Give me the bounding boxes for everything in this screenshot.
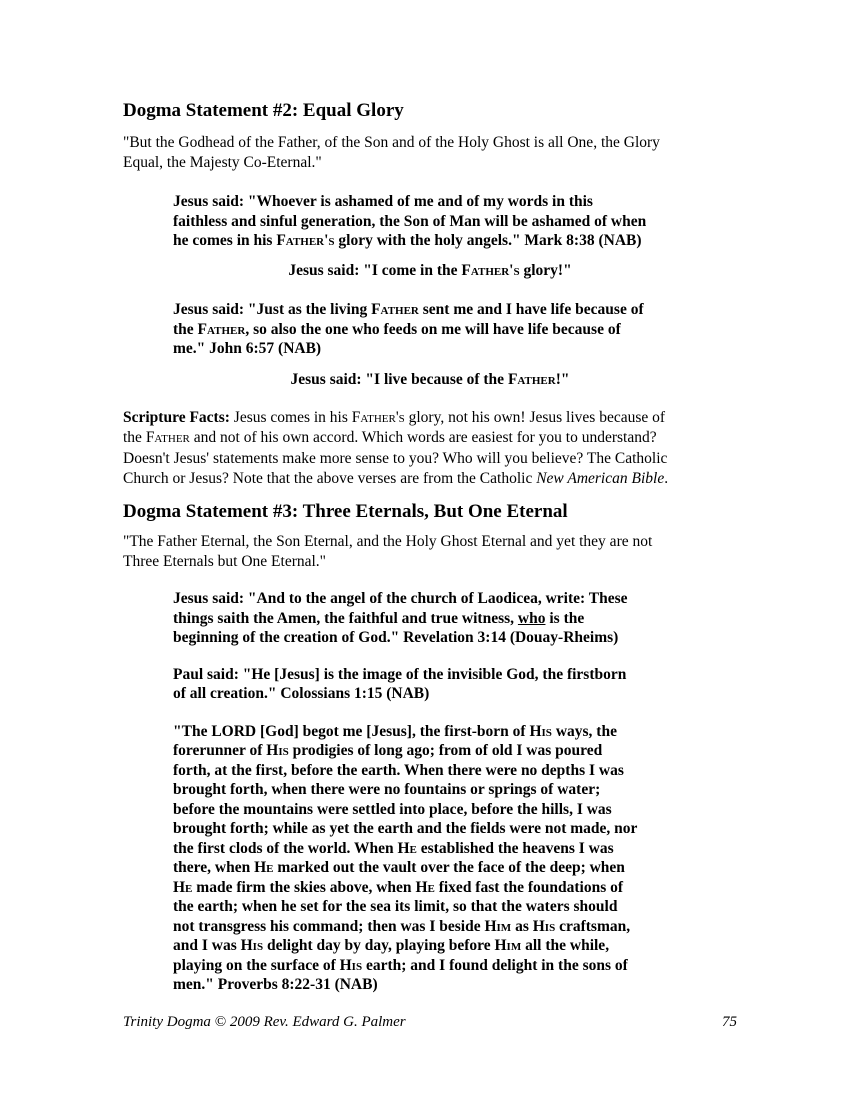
- text-line: He made firm the skies above, when He fixed fast the foundations of: [173, 878, 624, 896]
- callout-live-because-of-father: [123, 370, 737, 390]
- text-line: Scripture Facts: Jesus comes in his Father's glory, not his own! Jesus lives because of: [123, 409, 666, 426]
- heading-dogma-statement-2: Dogma Statement #2: Equal Glory: [123, 100, 404, 121]
- page-content: [123, 100, 737, 995]
- text-line: me." John 6:57 (NAB): [173, 340, 322, 357]
- text-line: Jesus said: "Whoever is ashamed of me and of my words in this: [173, 193, 593, 210]
- dogma3-intro-paragraph: [123, 532, 737, 572]
- text-line: forth, at the first, before the earth. When there were no depths I was: [173, 761, 624, 779]
- text-line: he comes in his Father's glory with the holy angels." Mark 8:38 (NAB): [173, 232, 642, 249]
- text-line: there, when He marked out the vault over the face of the deep; when: [173, 859, 625, 877]
- text-line: Equal, the Majesty Co-Eternal.": [123, 154, 322, 171]
- page-number: 75: [722, 1014, 737, 1030]
- text-line: the Father and not of his own accord. Which words are easiest for you to understand?: [123, 429, 657, 447]
- text-line: of all creation." Colossians 1:15 (NAB): [173, 685, 430, 703]
- text-line: "The Father Eternal, the Son Eternal, and the Holy Ghost Eternal and yet they are not: [123, 533, 653, 551]
- text-line: the Father, so also the one who feeds on me will have life because of: [173, 320, 621, 338]
- text-line: beginning of the creation of God." Revelation 3:14 (Douay-Rheims): [173, 629, 619, 647]
- text-line: Doesn't Jesus' statements make more sense to you? Who will you believe? The Catholic: [123, 449, 668, 467]
- text-line: before the mountains were settled into place, before the hills, I was: [173, 800, 612, 818]
- text-line: men." Proverbs 8:22-31 (NAB): [173, 976, 378, 994]
- text-line: playing on the surface of His earth; and I found delight in the sons of: [173, 956, 628, 974]
- page-footer: [123, 1013, 737, 1032]
- scripture-facts-paragraph: [123, 408, 737, 489]
- text-line: Jesus said: "I come in the Father's glory!": [288, 261, 572, 279]
- text-line: and I was His delight day by day, playing before Him all the while,: [173, 937, 610, 955]
- text-line: "The LORD [God] begot me [Jesus], the first-born of His ways, the: [173, 722, 617, 740]
- dogma2-intro-paragraph: [123, 133, 737, 173]
- quote-mark-8-38: [173, 192, 737, 251]
- text-line: things saith the Amen, the faithful and true witness, who is the: [173, 609, 585, 627]
- text-line: Paul said: "He [Jesus] is the image of the invisible God, the firstborn: [173, 665, 627, 683]
- text-line: forerunner of His prodigies of long ago; from of old I was poured: [173, 742, 603, 760]
- text-line: Three Eternals but One Eternal.": [123, 553, 327, 571]
- heading-dogma-statement-3: Dogma Statement #3: Three Eternals, But One Eternal: [123, 501, 568, 523]
- text-line: the earth; when he set for the sea its limit, so that the waters should: [173, 898, 618, 916]
- footer-citation: Trinity Dogma © 2009 Rev. Edward G. Palmer: [123, 1014, 406, 1030]
- text-line: faithless and sinful generation, the Son of Man will be ashamed of when: [173, 212, 647, 230]
- text-line: "But the Godhead of the Father, of the Son and of the Holy Ghost is all One, the Glory: [123, 134, 660, 151]
- text-line: the first clods of the world. When He established the heavens I was: [173, 839, 614, 857]
- quote-john-6-57: [173, 300, 737, 359]
- text-line: brought forth, when there were no fountains or springs of water;: [173, 781, 601, 799]
- quote-colossians-1-15: [173, 665, 737, 704]
- quote-revelation-3-14: [173, 589, 737, 648]
- text-line: Jesus said: "And to the angel of the church of Laodicea, write: These: [173, 590, 628, 608]
- text-line: Church or Jesus? Note that the above verses are from the Catholic New American Bible.: [123, 469, 669, 487]
- text-line: brought forth; while as yet the earth and the fields were not made, nor: [173, 820, 638, 838]
- quote-proverbs-8-22-31: [173, 722, 737, 995]
- text-line: Jesus said: "I live because of the Father!": [290, 370, 570, 388]
- text-line: Jesus said: "Just as the living Father sent me and I have life because of: [173, 301, 644, 318]
- text-line: not transgress his command; then was I beside Him as His craftsman,: [173, 917, 631, 935]
- callout-father-glory: [123, 261, 737, 281]
